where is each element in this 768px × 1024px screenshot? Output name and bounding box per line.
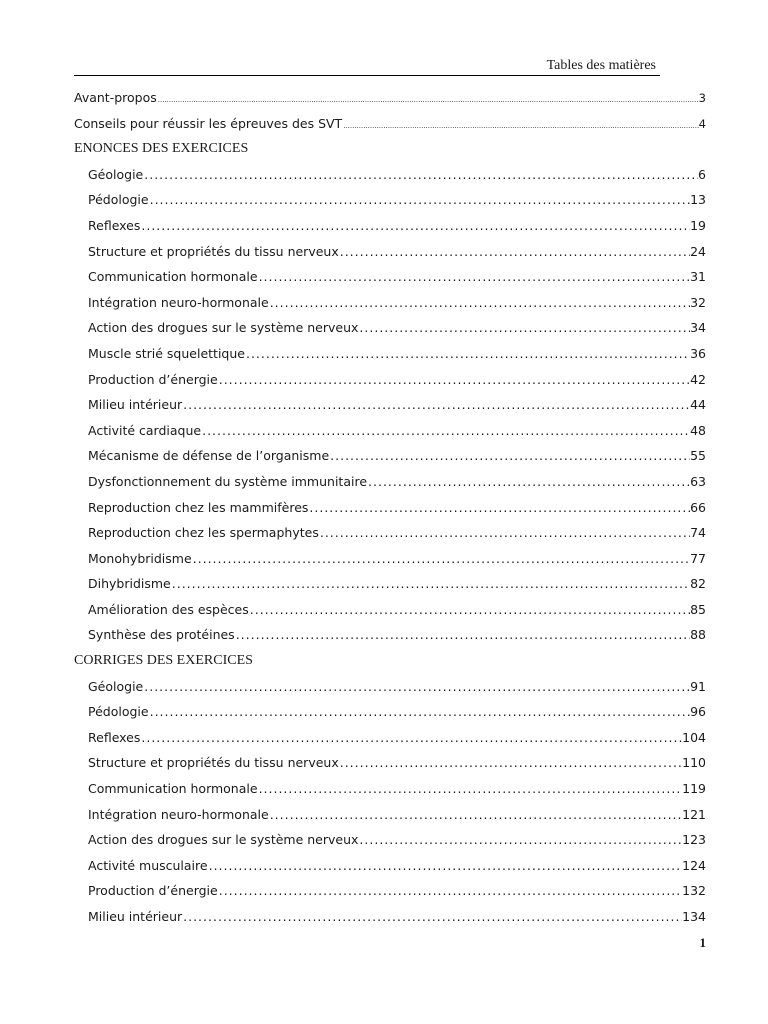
header-title: Tables des matières bbox=[546, 58, 656, 73]
toc-entry-page: 85 bbox=[690, 601, 706, 617]
toc-entry-label: Synthèse des protéines bbox=[88, 627, 235, 643]
dot-leader bbox=[269, 807, 682, 822]
dot-leader bbox=[192, 551, 690, 566]
toc-entry-label: Milieu intérieur bbox=[88, 397, 183, 413]
dot-leader bbox=[171, 576, 690, 591]
toc-entry-label: Intégration neuro-hormonale bbox=[88, 806, 269, 822]
dot-leader bbox=[308, 500, 690, 515]
toc-entry-label: Dysfonctionnement du système immunitaire bbox=[88, 473, 368, 489]
toc-entry[interactable] bbox=[74, 269, 706, 295]
toc-entry-page: 123 bbox=[682, 832, 706, 848]
toc-entry-label: Conseils pour réussir les épreuves des SVT bbox=[74, 115, 343, 131]
toc-entry[interactable] bbox=[74, 423, 706, 449]
toc-section-heading: ENONCES DES EXERCICES bbox=[74, 141, 249, 157]
dot-leader bbox=[339, 755, 682, 770]
page-header bbox=[74, 57, 660, 76]
dot-leader bbox=[319, 525, 690, 540]
toc-entry-page: 19 bbox=[690, 217, 706, 233]
toc-entry-page: 82 bbox=[690, 576, 706, 592]
toc-entry-page: 110 bbox=[682, 755, 706, 771]
toc-entry-page: 88 bbox=[690, 627, 706, 643]
toc-entry-page: 119 bbox=[682, 781, 706, 797]
toc-entry-page: 31 bbox=[690, 269, 706, 285]
dot-leader bbox=[208, 858, 683, 873]
toc-entry[interactable] bbox=[74, 218, 706, 244]
toc-entry[interactable] bbox=[74, 500, 706, 526]
toc-entry-label: Production d’énergie bbox=[88, 883, 218, 899]
dot-leader bbox=[218, 883, 682, 898]
toc-entry-page: 13 bbox=[690, 192, 706, 208]
dot-leader bbox=[157, 96, 699, 104]
toc-entry-page: 134 bbox=[682, 909, 706, 924]
toc-entry-page: 55 bbox=[690, 448, 706, 464]
toc-entry[interactable] bbox=[74, 832, 706, 858]
toc-entry-page: 6 bbox=[698, 166, 706, 182]
toc-entry-label: Reproduction chez les mammifères bbox=[88, 499, 309, 515]
toc-entry-page: 44 bbox=[690, 397, 706, 413]
toc-entry-label: Géologie bbox=[88, 678, 144, 694]
toc-entry-page: 42 bbox=[690, 371, 706, 387]
dot-leader bbox=[258, 781, 683, 796]
dot-leader bbox=[201, 423, 690, 438]
toc-entry-label: Dihybridisme bbox=[88, 576, 171, 592]
toc-entry-label: Reflexes bbox=[88, 729, 141, 745]
dot-leader bbox=[143, 167, 698, 182]
toc-entry[interactable] bbox=[74, 474, 706, 500]
dot-leader bbox=[235, 627, 690, 642]
toc-entry[interactable] bbox=[74, 755, 706, 781]
table-of-contents bbox=[74, 90, 706, 935]
toc-entry[interactable] bbox=[74, 576, 706, 602]
toc-entry[interactable] bbox=[74, 346, 706, 372]
toc-entry-page: 104 bbox=[682, 729, 706, 745]
toc-entry-page: 48 bbox=[690, 422, 706, 438]
dot-leader bbox=[269, 295, 690, 310]
toc-entry-label: Géologie bbox=[88, 166, 144, 182]
toc-entry-page: 132 bbox=[682, 883, 706, 899]
dot-leader bbox=[249, 602, 690, 617]
dot-leader bbox=[218, 372, 690, 387]
toc-entry[interactable] bbox=[74, 320, 706, 346]
dot-leader bbox=[342, 122, 698, 130]
dot-leader bbox=[358, 832, 682, 847]
toc-entry-page: 63 bbox=[690, 473, 706, 489]
toc-entry-label: Intégration neuro-hormonale bbox=[88, 294, 269, 310]
toc-entry-label: Reflexes bbox=[88, 217, 141, 233]
toc-entry-page: 24 bbox=[690, 243, 706, 259]
toc-section-heading: CORRIGES DES EXERCICES bbox=[74, 653, 253, 669]
toc-entry[interactable] bbox=[74, 627, 706, 653]
toc-entry[interactable] bbox=[74, 397, 706, 423]
toc-entry-page: 124 bbox=[682, 857, 706, 873]
dot-leader bbox=[258, 269, 691, 284]
toc-entry-label: Reproduction chez les spermaphytes bbox=[88, 525, 319, 541]
toc-entry[interactable] bbox=[74, 167, 706, 193]
toc-entry-label: Activité musculaire bbox=[88, 857, 208, 873]
dot-leader bbox=[329, 448, 690, 463]
toc-entry-label: Action des drogues sur le système nerveux bbox=[88, 320, 359, 336]
toc-entry-page: 3 bbox=[698, 91, 706, 105]
toc-entry[interactable] bbox=[74, 525, 706, 551]
toc-entry-label: Amélioration des espèces bbox=[88, 601, 249, 617]
dot-leader bbox=[358, 320, 690, 335]
toc-entry[interactable] bbox=[74, 704, 706, 730]
toc-entry-page: 32 bbox=[690, 294, 706, 310]
toc-entry-label: Muscle strié squelettique bbox=[88, 345, 245, 361]
toc-entry[interactable] bbox=[74, 807, 706, 833]
toc-entry[interactable] bbox=[74, 372, 706, 398]
toc-entry-label: Avant-propos bbox=[74, 90, 157, 105]
toc-entry[interactable] bbox=[74, 781, 706, 807]
toc-entry-label: Action des drogues sur le système nerveux bbox=[88, 832, 359, 848]
toc-entry-page: 96 bbox=[690, 704, 706, 720]
toc-entry-label: Pédologie bbox=[88, 192, 149, 208]
toc-entry[interactable] bbox=[74, 192, 706, 218]
dot-leader bbox=[140, 218, 690, 233]
toc-entry-label: Activité cardiaque bbox=[88, 422, 202, 438]
page-number: 1 bbox=[699, 935, 706, 950]
toc-entry-label: Monohybridisme bbox=[88, 550, 192, 566]
dot-leader bbox=[182, 397, 690, 412]
dot-leader bbox=[339, 244, 690, 259]
toc-entry-conseils[interactable] bbox=[74, 116, 706, 142]
toc-entry[interactable] bbox=[74, 858, 706, 884]
toc-entry-page: 66 bbox=[690, 499, 706, 515]
toc-entry-label: Milieu intérieur bbox=[88, 909, 183, 924]
toc-entry-label: Structure et propriétés du tissu nerveux bbox=[88, 755, 339, 771]
toc-entry[interactable] bbox=[74, 244, 706, 270]
toc-entry-label: Pédologie bbox=[88, 704, 149, 720]
toc-entry[interactable] bbox=[74, 909, 706, 935]
toc-entry[interactable] bbox=[74, 730, 706, 756]
dot-leader bbox=[367, 474, 690, 489]
dot-leader bbox=[143, 679, 690, 694]
dot-leader bbox=[149, 704, 691, 719]
toc-entry-page: 77 bbox=[690, 550, 706, 566]
toc-entry-page: 34 bbox=[690, 320, 706, 336]
dot-leader bbox=[245, 346, 690, 361]
dot-leader bbox=[182, 909, 682, 924]
toc-entry-label: Structure et propriétés du tissu nerveux bbox=[88, 243, 339, 259]
toc-entry-page: 121 bbox=[682, 806, 706, 822]
toc-entry-avant-propos[interactable] bbox=[74, 90, 706, 116]
dot-leader bbox=[140, 730, 682, 745]
toc-entry[interactable] bbox=[74, 295, 706, 321]
toc-entry[interactable] bbox=[74, 602, 706, 628]
toc-entry[interactable] bbox=[74, 679, 706, 705]
toc-entry-label: Mécanisme de défense de l’organisme bbox=[88, 448, 330, 464]
toc-entry[interactable] bbox=[74, 448, 706, 474]
dot-leader bbox=[149, 192, 691, 207]
toc-entry-page: 91 bbox=[690, 678, 706, 694]
toc-entry[interactable] bbox=[74, 883, 706, 909]
toc-entry-label: Communication hormonale bbox=[88, 269, 258, 285]
toc-entry-page: 74 bbox=[690, 525, 706, 541]
toc-entry-label: Communication hormonale bbox=[88, 781, 258, 797]
toc-entry-page: 36 bbox=[690, 345, 706, 361]
toc-entry[interactable] bbox=[74, 551, 706, 577]
toc-entry-label: Production d’énergie bbox=[88, 371, 218, 387]
toc-entry-page: 4 bbox=[698, 116, 706, 131]
